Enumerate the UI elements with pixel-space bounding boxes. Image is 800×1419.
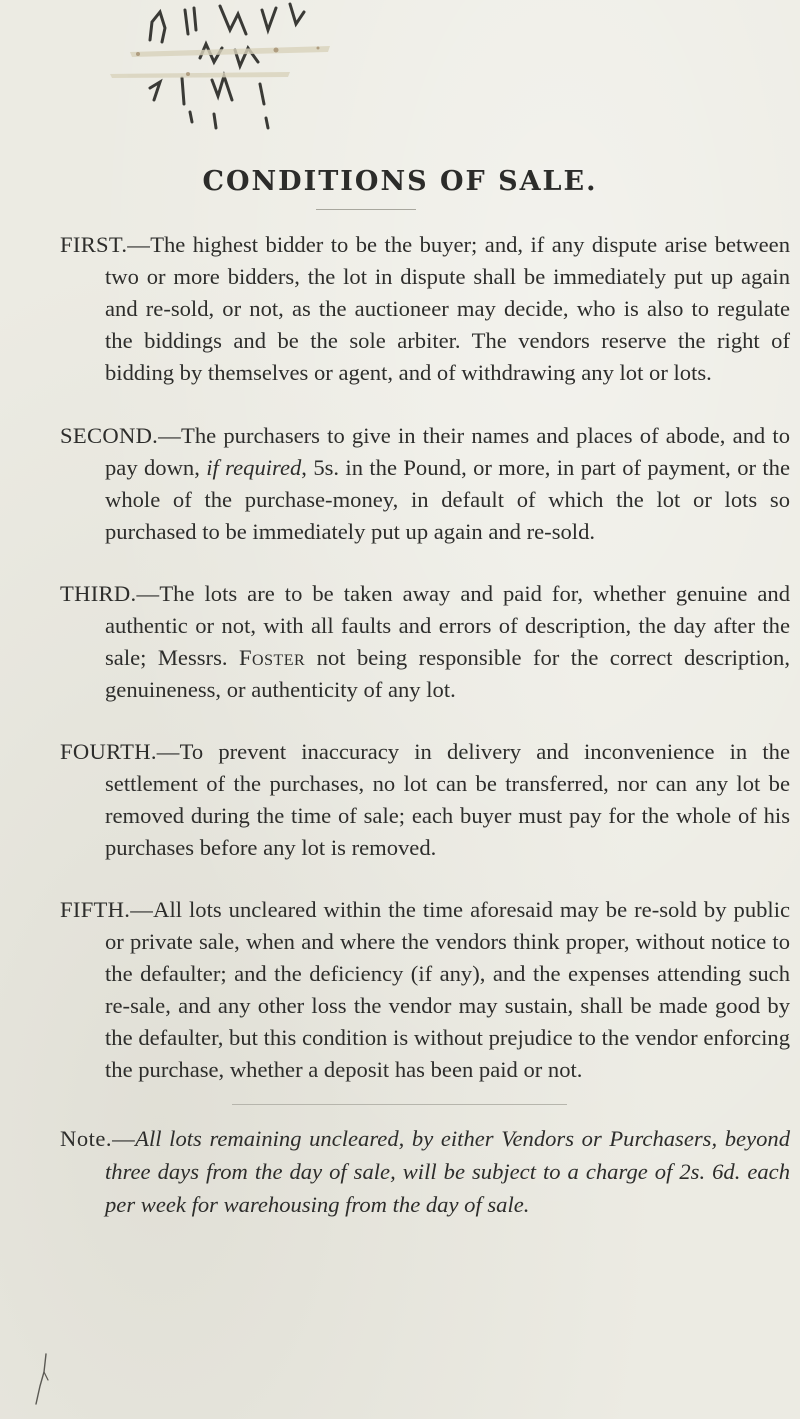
page-title: CONDITIONS OF SALE. <box>202 166 598 197</box>
clause-second-text-before: The purchasers to give in their names and places of abode, and to pay down, <box>105 423 790 480</box>
pencil-mark <box>32 1352 52 1407</box>
heading-rule <box>316 209 416 210</box>
clause-fourth-text: To prevent inaccuracy in delivery and inconvenience in the settlement of the purchases, no lot can be transferred, nor can any lot be removed during the time of sale; each buyer must pay for the whole of his purchases before any lot is removed. <box>105 739 790 860</box>
clause-fourth <box>60 736 790 864</box>
clause-second-italic: if required <box>206 455 302 480</box>
clause-third-firm-name: Foster <box>238 645 306 670</box>
clause-first <box>60 229 790 389</box>
clause-first-lead: FIRST.— <box>60 232 151 257</box>
clause-third-text-after: not being responsible for the correct description, genuineness, or authenticity of any lot. <box>105 645 790 702</box>
clause-third <box>60 578 790 706</box>
clause-first-text: The highest bidder to be the buyer; and, if any dispute arise between two or more bidders, the lot in dispute shall be immediately put up again and re-sold, or not, as the auctioneer may decide, who is also to regulate the biddings and be the sole arbiter. The vendors reserve the right of bidding by themselves or agent, and of withdrawing any lot or lots. <box>105 232 790 385</box>
note-paragraph <box>60 1122 790 1221</box>
clause-fifth <box>60 894 790 1086</box>
clause-fifth-lead: FIFTH.— <box>60 897 154 922</box>
torn-illustration-fragment <box>90 0 390 130</box>
clause-second-lead: SECOND.— <box>60 423 182 448</box>
clause-second <box>60 420 790 548</box>
clause-third-lead: THIRD.— <box>60 581 160 606</box>
clause-second-text-after: , 5s. in the Pound, or more, in part of payment, or the whole of the purchase-money, in default of which the lot or lots so purchased to be immediately put up again and re-sold. <box>105 455 791 544</box>
note-text: All lots remaining uncleared, by either Vendors or Purchasers, beyond three days from the day of sale, will be subject to a charge of 2s. 6d. each per week for warehousing from the day of sale. <box>105 1126 790 1217</box>
section-divider <box>232 1104 567 1105</box>
clause-fifth-text: All lots uncleared within the time aforesaid may be re-sold by public or private sale, when and where the vendors think proper, without notice to the defaulter; and the deficiency (if any), and the expenses attending such re-sale, and any other loss the vendor may sustain, shall be made good by the defaulter, but this condition is without prejudice to the vendor enforcing the purchase, whether a deposit has been paid or not. <box>105 897 790 1082</box>
clause-fourth-lead: FOURTH.— <box>60 739 180 764</box>
note-lead: Note.— <box>60 1126 136 1151</box>
clause-third-text-before: The lots are to be taken away and paid for, whether genuine and authentic or not, with all faults and errors of description, the day after the sale; Messrs. <box>105 581 790 670</box>
